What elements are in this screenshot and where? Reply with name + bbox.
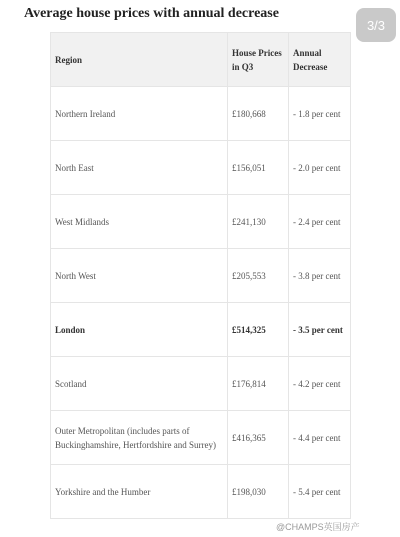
table-body <box>51 87 351 519</box>
cell-decrease: - 3.8 per cent <box>289 249 351 303</box>
table-row <box>51 249 351 303</box>
table-row <box>51 465 351 519</box>
table-header-row <box>51 33 351 87</box>
cell-price: £156,051 <box>228 141 289 195</box>
watermark: @CHAMPS英国房产 <box>276 522 360 532</box>
cell-decrease: - 1.8 per cent <box>289 87 351 141</box>
cell-region: Outer Metropolitan (includes parts of Buckinghamshire, Hertfordshire and Surrey) <box>51 411 228 465</box>
cell-region: West Midlands <box>51 195 228 249</box>
cell-price: £205,553 <box>228 249 289 303</box>
house-prices-table <box>50 32 351 519</box>
table-row <box>51 357 351 411</box>
table-row <box>51 87 351 141</box>
cell-region: Northern Ireland <box>51 87 228 141</box>
cell-decrease: - 2.4 per cent <box>289 195 351 249</box>
page-indicator: 3/3 <box>356 8 396 42</box>
table-row <box>51 195 351 249</box>
cell-region: London <box>51 303 228 357</box>
cell-price: £514,325 <box>228 303 289 357</box>
cell-price: £198,030 <box>228 465 289 519</box>
table-row <box>51 141 351 195</box>
cell-price: £176,814 <box>228 357 289 411</box>
page-title: Average house prices with annual decrease <box>24 6 279 21</box>
table-row <box>51 303 351 357</box>
house-prices-table-container <box>50 32 350 519</box>
cell-decrease: - 4.4 per cent <box>289 411 351 465</box>
header-region: Region <box>51 33 228 87</box>
header-decrease: Annual Decrease <box>289 33 351 87</box>
cell-decrease: - 3.5 per cent <box>289 303 351 357</box>
cell-region: North West <box>51 249 228 303</box>
header-price: House Prices in Q3 <box>228 33 289 87</box>
cell-decrease: - 2.0 per cent <box>289 141 351 195</box>
cell-price: £241,130 <box>228 195 289 249</box>
cell-price: £416,365 <box>228 411 289 465</box>
table-row <box>51 411 351 465</box>
cell-price: £180,668 <box>228 87 289 141</box>
cell-decrease: - 4.2 per cent <box>289 357 351 411</box>
cell-decrease: - 5.4 per cent <box>289 465 351 519</box>
cell-region: North East <box>51 141 228 195</box>
cell-region: Yorkshire and the Humber <box>51 465 228 519</box>
cell-region: Scotland <box>51 357 228 411</box>
